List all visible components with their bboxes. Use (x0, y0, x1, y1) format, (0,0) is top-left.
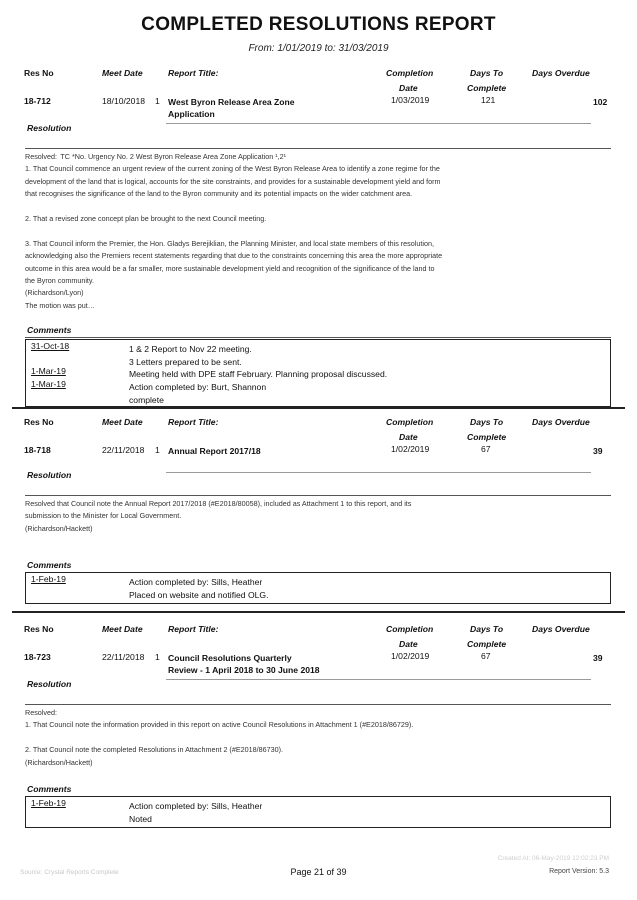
comments-box (25, 572, 611, 604)
days-overdue: 39 (593, 446, 603, 456)
resolution-text (25, 151, 540, 312)
resolution-line: Resolved that Council note the Annual Report 2017/2018 (#E2018/80058), included as Attachment 1 to this report, and its (25, 499, 412, 508)
report-title-line: Annual Report 2017/18 (168, 446, 261, 456)
report-title: COMPLETED RESOLUTIONS REPORT (141, 14, 496, 35)
resolution-line: 3. That Council inform the Premier, the Hon. Gladys Berejiklian, the Planning Minister, and local state members of this resolution, (25, 238, 434, 248)
header-divider (166, 123, 591, 124)
resolution-line: the Byron community. (25, 276, 94, 286)
completion-header: Completion (386, 417, 434, 427)
completion-sub-header: Date (399, 432, 418, 442)
comment-text: Action completed by: Sills, Heather (129, 577, 263, 587)
resolution-line: 1. That Council note the information provided in this report on active Council Resolutions in Attachment 1 (#E2018/86729). (25, 720, 414, 730)
meet-date: 22/11/2018 (102, 445, 145, 455)
meet-date: 18/10/2018 (102, 96, 146, 106)
report-title-header: Report Title: (168, 417, 219, 427)
resolution-gap (25, 732, 540, 744)
comment-date[interactable]: 1-Feb-19 (31, 574, 66, 584)
comments-box (25, 796, 611, 828)
comment-text: Action completed by: Burt, Shannon (129, 382, 267, 392)
header-divider (166, 472, 591, 473)
record-separator (12, 407, 625, 409)
resolution-line: The motion was put… (25, 300, 95, 310)
meet-date-header: Meet Date (102, 624, 143, 634)
resolution-text (25, 707, 540, 769)
resolution-line: development of the land that is logical, accounts for the site constraints, and provides for a sustainable development yield and form (25, 176, 441, 186)
comment-text: 3 Letters prepared to be sent. (129, 357, 242, 367)
comment-text: Noted (129, 814, 152, 824)
comment-text: 1 & 2 Report to Nov 22 meeting. (129, 344, 252, 354)
resolution-line: outcome in this area would be a far smaller, more sustainable development yield and recognition of the significance of the land to (25, 263, 435, 273)
report-title-line: Council Resolutions Quarterly (168, 653, 292, 663)
resolution-line: that recognises the significance of the land to the Byron community and its potential impacts on the wider catchment area. (25, 189, 413, 199)
footer-page-number: Page 21 of 39 (290, 867, 347, 877)
resolution-label: Resolution (27, 470, 72, 480)
comments-divider (25, 337, 611, 338)
report-title-header: Report Title: (168, 68, 219, 78)
completion-header: Completion (386, 624, 434, 634)
report-title-line: Review - 1 April 2018 to 30 June 2018 (168, 665, 320, 675)
days-to-complete: 121 (481, 95, 496, 105)
meet-date-header: Meet Date (102, 417, 143, 427)
res-no: 18-712 (24, 96, 51, 106)
comment-text: complete (129, 395, 164, 405)
resolution-line: Resolved: TC *No. Urgency No. 2 West Byron Release Area Zone Application ¹,2¹ (25, 152, 286, 161)
comments-label: Comments (27, 325, 72, 335)
resolution-text (25, 498, 540, 535)
item-number: 1 (155, 652, 160, 662)
comments-box (25, 339, 611, 407)
header-divider (166, 679, 591, 680)
resolution-line: acknowledging also the Premiers recent statements regarding that due to the constraints concerning this area the more appropriate (25, 251, 443, 261)
days-to-sub-header: Complete (467, 83, 507, 93)
footer-source: Source: Crystal Reports Complete (20, 869, 119, 876)
res-no-header: Res No (24, 68, 54, 78)
resolution-line: 2. That Council note the completed Resolutions in Attachment 2 (#E2018/86730). (25, 745, 283, 755)
days-to-sub-header: Complete (467, 432, 507, 442)
res-no-header: Res No (24, 624, 54, 634)
days-overdue-header: Days Overdue (532, 68, 590, 78)
footer-version: Report Version: 5.3 (549, 868, 609, 875)
completion-header: Completion (386, 68, 434, 78)
days-overdue-header: Days Overdue (532, 624, 590, 634)
resolution-gap (25, 201, 540, 213)
resolution-divider (25, 148, 611, 149)
comment-date[interactable]: 1-Feb-19 (31, 798, 66, 808)
comments-label: Comments (27, 560, 72, 570)
res-no-header: Res No (24, 417, 54, 427)
resolution-line: (Richardson/Hackett) (25, 523, 93, 533)
comment-date[interactable]: 31-Oct-18 (31, 341, 70, 351)
resolution-divider (25, 704, 611, 705)
resolution-line: 1. That Council commence an urgent review of the current zoning of the West Byron Release Area to identify a zone regime for the (25, 164, 440, 174)
comments-label: Comments (27, 784, 72, 794)
completion-sub-header: Date (399, 83, 418, 93)
footer-created: Created At: 06-May-2019 12:02:23 PM (497, 855, 609, 862)
resolution-line: (Richardson/Hackett) (25, 757, 93, 767)
resolution-divider (25, 495, 611, 496)
completion-date: 1/02/2019 (391, 651, 430, 661)
resolution-line: submission to the Minister for Local Government. (25, 511, 182, 521)
completion-date: 1/03/2019 (391, 95, 430, 105)
item-number: 1 (155, 445, 160, 455)
completion-sub-header: Date (399, 639, 418, 649)
comment-text: Placed on website and notified OLG. (129, 590, 269, 600)
item-number: 1 (155, 96, 160, 106)
days-to-header: Days To (470, 68, 504, 78)
days-overdue-header: Days Overdue (532, 417, 590, 427)
days-to-header: Days To (470, 417, 504, 427)
resolution-label: Resolution (27, 123, 72, 133)
resolution-gap (25, 225, 540, 237)
comment-text: Action completed by: Sills, Heather (129, 801, 263, 811)
report-title-header: Report Title: (168, 624, 219, 634)
days-to-header: Days To (470, 624, 504, 634)
report-title-line: Application (168, 109, 215, 119)
report-title-line: West Byron Release Area Zone (168, 97, 295, 107)
report-date-range: From: 1/01/2019 to: 31/03/2019 (248, 43, 389, 54)
comment-date[interactable]: 1-Mar-19 (31, 379, 66, 389)
resolution-line: (Richardson/Lyon) (25, 288, 84, 298)
res-no: 18-723 (24, 652, 51, 662)
comment-text: Meeting held with DPE staff February. Planning proposal discussed. (129, 369, 388, 379)
meet-date: 22/11/2018 (102, 652, 145, 662)
days-overdue: 39 (593, 653, 603, 663)
completion-date: 1/02/2019 (391, 444, 430, 454)
comment-date[interactable]: 1-Mar-19 (31, 366, 66, 376)
meet-date-header: Meet Date (102, 68, 143, 78)
days-to-complete: 67 (481, 651, 491, 661)
days-to-sub-header: Complete (467, 639, 507, 649)
record-separator (12, 611, 625, 613)
resolution-label: Resolution (27, 679, 72, 689)
resolution-line: 2. That a revised zone concept plan be brought to the next Council meeting. (25, 214, 267, 224)
resolution-line: Resolved: (25, 708, 57, 717)
days-to-complete: 67 (481, 444, 491, 454)
res-no: 18-718 (24, 445, 51, 455)
days-overdue: 102 (593, 97, 608, 107)
